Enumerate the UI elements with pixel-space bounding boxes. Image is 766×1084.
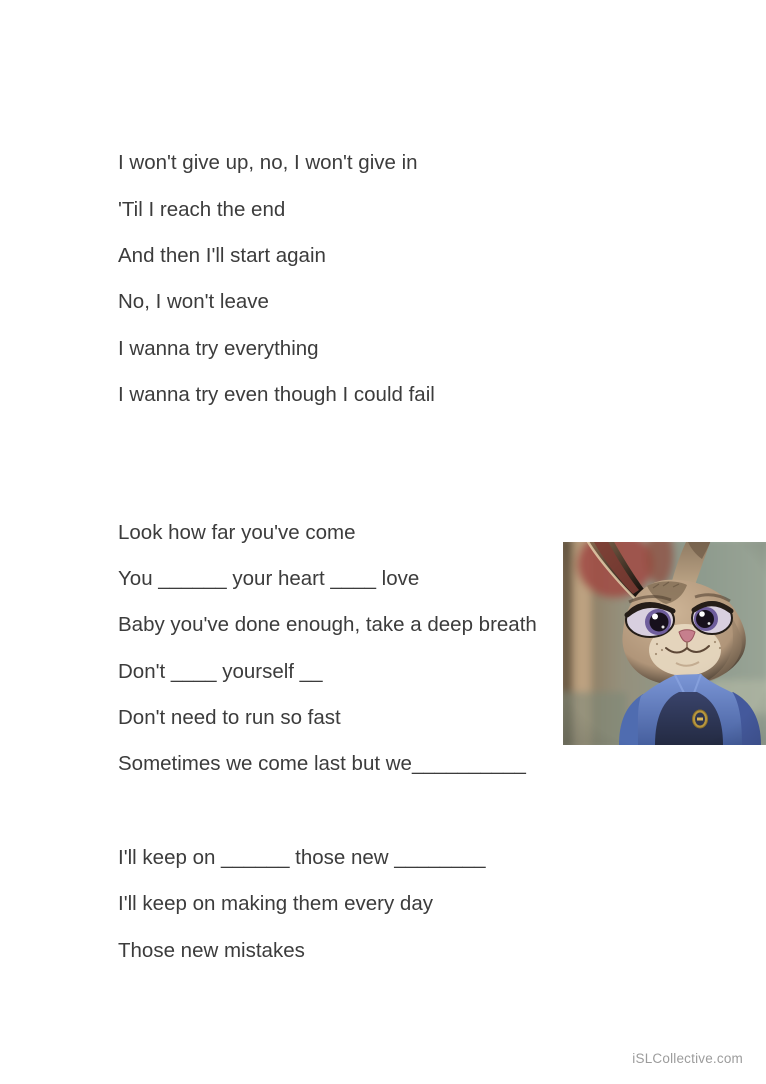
lyric-line: Baby you've done enough, take a deep breath bbox=[118, 613, 537, 637]
lyric-line: I wanna try even though I could fail bbox=[118, 383, 435, 407]
lyrics-block bbox=[118, 140, 537, 974]
judy-hopps-illustration bbox=[563, 542, 766, 745]
lyric-line: I'll keep on making them every day bbox=[118, 892, 433, 916]
lyric-line: Those new mistakes bbox=[118, 938, 305, 962]
lyric-line-gapfill: Sometimes we come last but we__________ bbox=[118, 752, 526, 776]
lyric-line: Don't need to run so fast bbox=[118, 706, 341, 730]
lyric-line: No, I won't leave bbox=[118, 290, 269, 314]
photo-vignette bbox=[563, 542, 766, 745]
judy-hopps-photo bbox=[563, 542, 766, 745]
stanza-3 bbox=[118, 835, 537, 974]
lyric-line: I wanna try everything bbox=[118, 336, 319, 360]
lyric-line-gapfill: You ______ your heart ____ love bbox=[118, 566, 420, 590]
lyric-line-gapfill: I'll keep on ______ those new ________ bbox=[118, 845, 486, 869]
stanza-1 bbox=[118, 140, 537, 418]
lyric-line: 'Til I reach the end bbox=[118, 197, 286, 221]
stanza-2 bbox=[118, 509, 537, 787]
lyric-line: And then I'll start again bbox=[118, 243, 326, 267]
lyric-line-gapfill: Don't ____ yourself __ bbox=[118, 659, 323, 683]
lyric-line: I won't give up, no, I won't give in bbox=[118, 151, 418, 175]
lyric-line: Look how far you've come bbox=[118, 520, 356, 544]
islcollective-watermark: iSLCollective.com bbox=[632, 1051, 743, 1066]
